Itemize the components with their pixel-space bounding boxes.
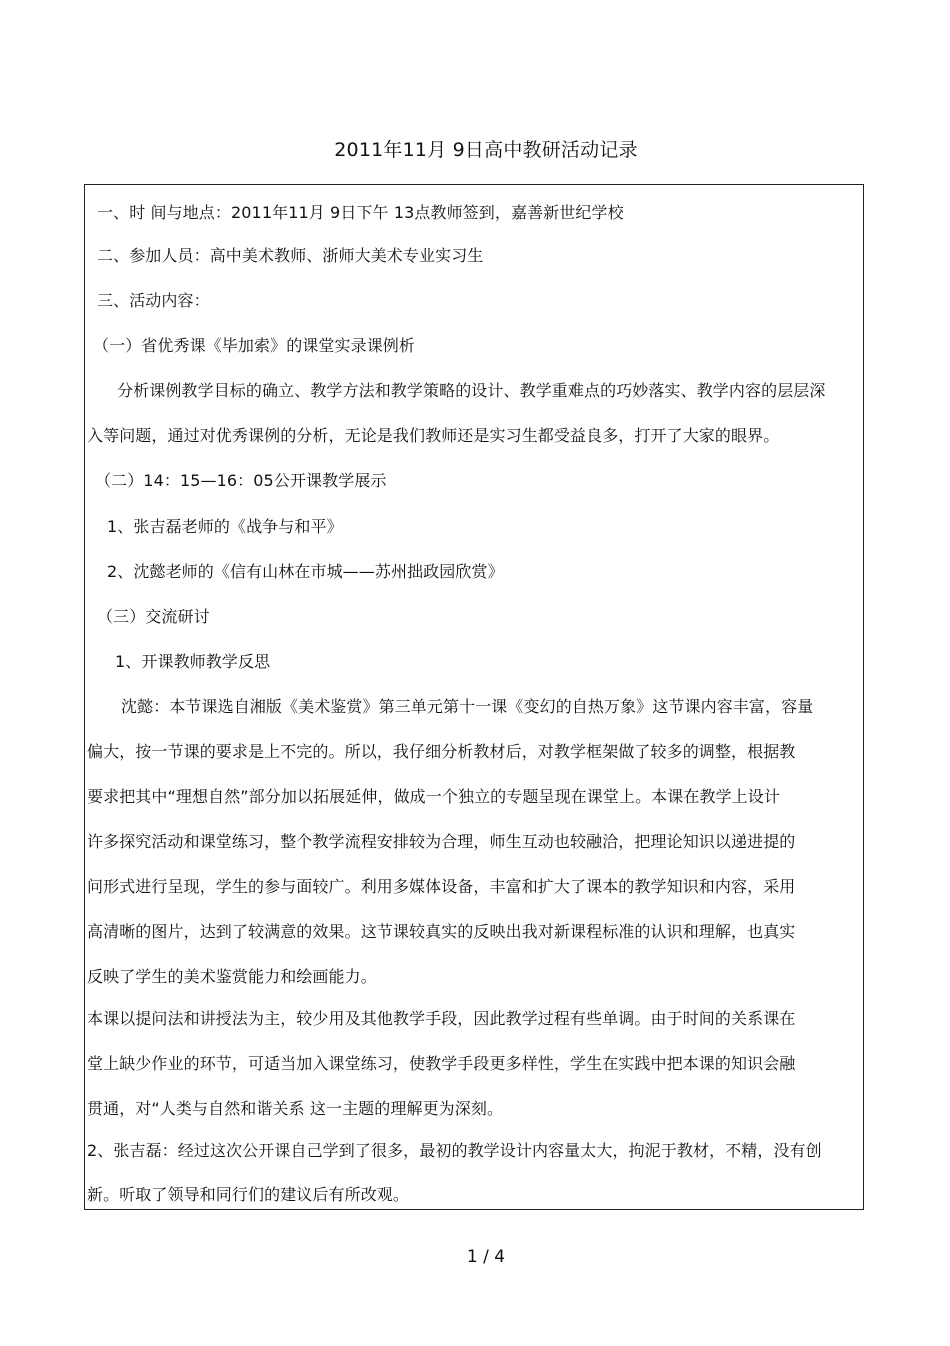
paragraph-line: 问形式进行呈现，学生的参与面较广。利用多媒体设备，丰富和扩大了课本的教学知识和内容，采用	[87, 877, 796, 896]
paragraph-line: 要求把其中“理想自然”部分加以拓展延伸，做成一个独立的专题呈现在课堂上。本课在教学上设计	[87, 787, 780, 806]
paragraph-line: 沈懿：本节课选自湘版《美术鉴赏》第三单元第十一课《变幻的自热万象》这节课内容丰富，容量	[121, 697, 814, 716]
page-title: 2011年11月 9日高中教研活动记录	[334, 139, 638, 161]
section-one-heading: （一）省优秀课《毕加索》的课堂实录课例析	[93, 336, 416, 355]
section-two-heading: （二）14：15—16：05公开课教学展示	[95, 471, 387, 490]
paragraph-line: 高清晰的图片，达到了较满意的效果。这节课较真实的反映出我对新课程标准的认识和理解，也真实	[87, 922, 796, 941]
paragraph-line: 堂上缺少作业的环节，可适当加入课堂练习，使教学手段更多样性，学生在实践中把本课的知识会融	[87, 1054, 796, 1073]
paragraph-line: 新。听取了领导和同行们的建议后有所改观。	[87, 1185, 410, 1204]
page-number: 1 / 4	[466, 1247, 506, 1267]
lesson-item: 1、张吉磊老师的《战争与和平》	[107, 517, 343, 536]
section-three-heading: （三）交流研讨	[97, 607, 210, 626]
participants-line: 二、参加人员：高中美术教师、浙师大美术专业实习生	[97, 246, 484, 265]
paragraph-line: 入等问题，通过对优秀课例的分析，无论是我们教师还是实习生都受益良多，打开了大家的眼界。	[87, 426, 780, 445]
lesson-item: 2、沈懿老师的《信有山林在市城——苏州拙政园欣赏》	[107, 562, 504, 581]
paragraph-line: 许多探究活动和课堂练习，整个教学流程安排较为合理，师生互动也较融洽，把理论知识以递进提的	[87, 832, 796, 851]
record-table	[84, 184, 864, 1210]
paragraph-line: 2、张吉磊：经过这次公开课自己学到了很多，最初的教学设计内容量太大，拘泥于教材，不精，没有创	[87, 1141, 822, 1160]
activity-heading: 三、活动内容：	[97, 291, 210, 310]
paragraph-line: 贯通，对“人类与自然和谐关系 这一主题的理解更为深刻。	[87, 1099, 504, 1118]
subsection-heading: 1、开课教师教学反思	[115, 652, 271, 671]
paragraph-line: 分析课例教学目标的确立、教学方法和教学策略的设计、教学重难点的巧妙落实、教学内容的层层深	[101, 381, 826, 400]
time-place-line: 一、时 间与地点：2011年11月 9日下午 13点教师签到，嘉善新世纪学校	[97, 203, 624, 222]
paragraph-line: 反映了学生的美术鉴赏能力和绘画能力。	[87, 967, 377, 986]
paragraph-line: 偏大，按一节课的要求是上不完的。所以，我仔细分析教材后，对教学框架做了较多的调整，根据教	[87, 742, 796, 761]
paragraph-line: 本课以提问法和讲授法为主，较少用及其他教学手段，因此教学过程有些单调。由于时间的关系课在	[87, 1009, 796, 1028]
